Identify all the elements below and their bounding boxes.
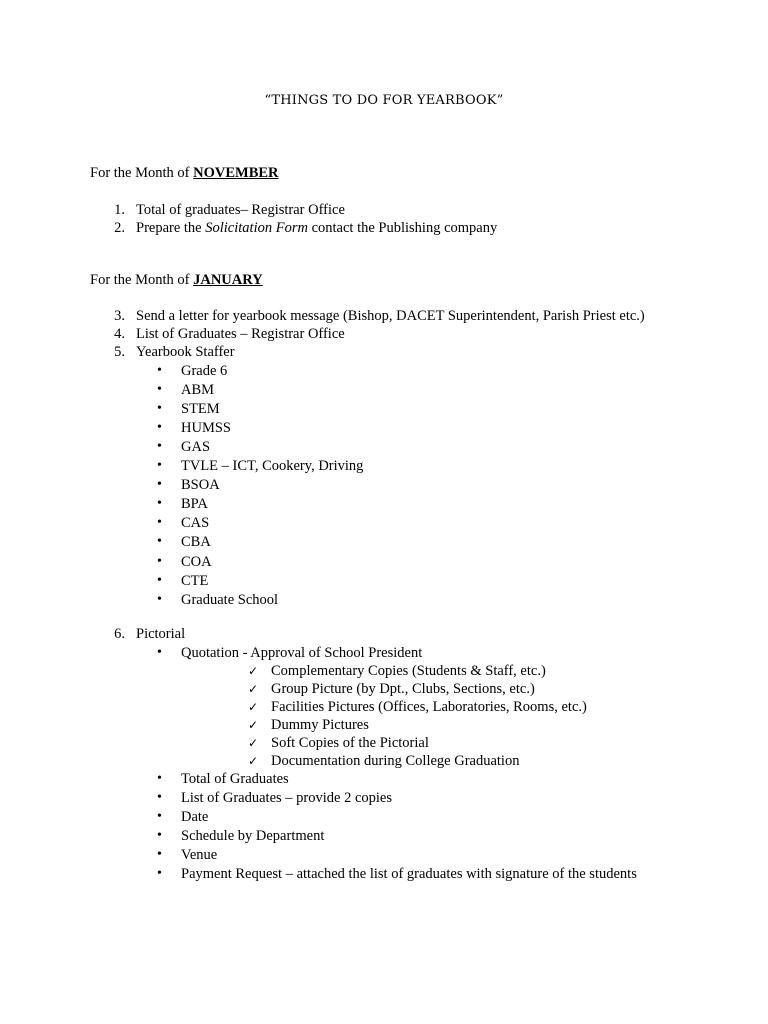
bullet-icon: • bbox=[157, 809, 162, 825]
bullet-icon: • bbox=[157, 847, 162, 863]
check-icon: ✓ bbox=[248, 753, 259, 768]
bullet-item-text: Grade 6 bbox=[181, 363, 228, 379]
item-number: 6. bbox=[114, 626, 125, 642]
bullet-icon: • bbox=[157, 866, 162, 882]
bullet-item-text: HUMSS bbox=[181, 420, 231, 437]
check-item-text: Soft Copies of the Pictorial bbox=[271, 734, 429, 751]
bullet-item-text: BPA bbox=[181, 496, 208, 513]
bullet-icon: • bbox=[157, 458, 162, 474]
bullet-icon: • bbox=[157, 572, 162, 588]
bullet-text: Quotation - Approval of School President bbox=[181, 645, 423, 661]
check-item-text: Documentation during College Graduation bbox=[271, 752, 520, 769]
check-icon: ✓ bbox=[248, 699, 259, 714]
month-heading-january bbox=[90, 272, 263, 289]
bullet-icon: • bbox=[157, 645, 162, 660]
item-text: List of Graduates – Registrar Office bbox=[136, 326, 345, 342]
bullet-icon: • bbox=[157, 382, 162, 398]
bullet-icon: • bbox=[157, 790, 162, 806]
bullet-item-text: TVLE – ICT, Cookery, Driving bbox=[181, 458, 364, 475]
bullet-icon: • bbox=[157, 496, 162, 512]
check-icon: ✓ bbox=[248, 664, 259, 678]
bullet-icon: • bbox=[157, 420, 162, 436]
bullet-icon: • bbox=[157, 515, 162, 531]
bullet-icon: • bbox=[157, 439, 162, 455]
item-number: 5. bbox=[114, 344, 125, 360]
check-icon: ✓ bbox=[248, 735, 259, 750]
bullet-item-text: List of Graduates – provide 2 copies bbox=[181, 790, 393, 807]
bullet-icon: • bbox=[157, 591, 162, 607]
check-item-text: Dummy Pictures bbox=[271, 716, 369, 733]
check-item-text: Complementary Copies (Students & Staff, etc.) bbox=[271, 663, 546, 679]
bullet-item-text: CBA bbox=[181, 534, 211, 551]
bullet-icon: • bbox=[157, 363, 162, 378]
bullet-item-text: Date bbox=[181, 809, 209, 826]
month-prefix: For the Month of bbox=[90, 165, 190, 181]
bullet-item-text: COA bbox=[181, 553, 212, 570]
bullet-icon: • bbox=[157, 401, 162, 417]
bullet-item-text: BSOA bbox=[181, 477, 220, 494]
item-number: 3. bbox=[114, 308, 125, 324]
item-text: Prepare the Solicitation Form contact the Publishing company bbox=[136, 220, 498, 236]
check-item-text: Facilities Pictures (Offices, Laboratories, Rooms, etc.) bbox=[271, 698, 587, 715]
item-number: 2. bbox=[114, 220, 125, 236]
bullet-icon: • bbox=[157, 771, 162, 786]
bullet-item-text: GAS bbox=[181, 439, 211, 456]
item-text: Pictorial bbox=[136, 626, 186, 642]
item-text: Yearbook Staffer bbox=[136, 344, 235, 360]
bullet-icon: • bbox=[157, 477, 162, 493]
bullet-item-text: Graduate School bbox=[181, 591, 279, 608]
item-number: 4. bbox=[114, 326, 125, 342]
check-item-text: Group Picture (by Dpt., Clubs, Sections, etc.) bbox=[271, 680, 535, 697]
item-number: 1. bbox=[114, 202, 125, 218]
check-icon: ✓ bbox=[248, 717, 259, 732]
page-title: “THINGS TO DO FOR YEARBOOK” bbox=[264, 93, 504, 108]
bullet-item-text: Payment Request – attached the list of graduates with signature of the students bbox=[181, 866, 637, 883]
bullet-icon: • bbox=[157, 828, 162, 844]
bullet-item-text: Venue bbox=[181, 847, 218, 864]
item-text: Total of graduates– Registrar Office bbox=[136, 202, 345, 218]
italic-text: Solicitation Form bbox=[205, 220, 308, 236]
month-prefix: For the Month of bbox=[90, 272, 190, 288]
check-icon: ✓ bbox=[248, 681, 259, 696]
item-text: Send a letter for yearbook message (Bishop, DACET Superintendent, Parish Priest etc.) bbox=[136, 308, 645, 324]
bullet-icon: • bbox=[157, 553, 162, 569]
month-name: NOVEMBER bbox=[193, 165, 279, 181]
bullet-item-text: STEM bbox=[181, 401, 220, 418]
bullet-item-text: CAS bbox=[181, 515, 210, 532]
bullet-item-text: Schedule by Department bbox=[181, 828, 325, 845]
bullet-item-text: CTE bbox=[181, 572, 209, 589]
month-heading-november bbox=[90, 165, 279, 182]
bullet-item-text: ABM bbox=[181, 382, 215, 399]
bullet-icon: • bbox=[157, 534, 162, 550]
month-name: JANUARY bbox=[193, 272, 263, 288]
bullet-item-text: Total of Graduates bbox=[181, 771, 289, 787]
